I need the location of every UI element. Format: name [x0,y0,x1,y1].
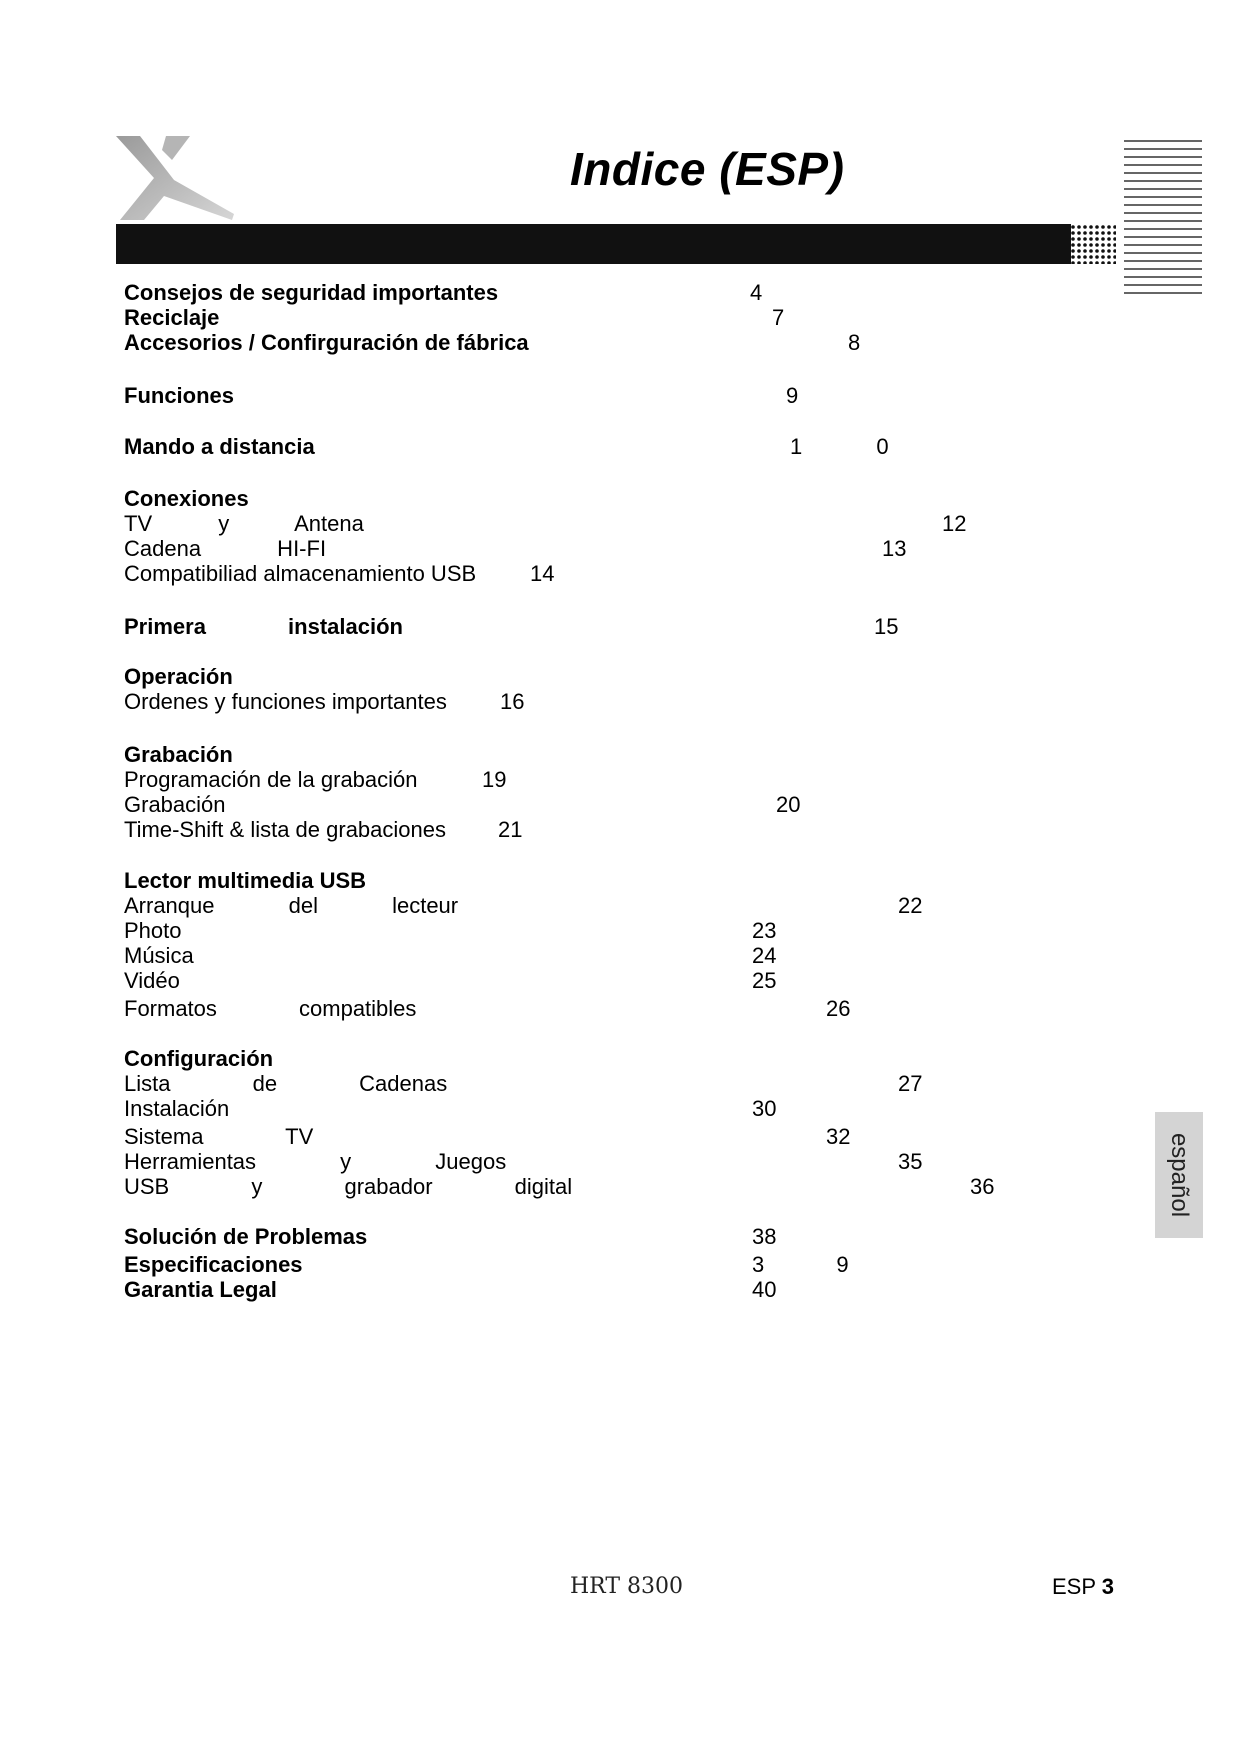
toc-page: 23 [752,918,777,943]
toc-entry: Música [124,943,194,968]
toc-page: 4 [750,280,763,305]
toc-page: 1 0 [790,434,889,459]
toc-page: 19 [482,767,507,792]
toc-entry: Garantia Legal [124,1277,277,1302]
toc-entry: Time-Shift & lista de grabaciones [124,817,446,842]
toc-entry: Reciclaje [124,305,220,330]
toc-page: 36 [970,1174,995,1199]
toc-section-heading: Configuración [124,1046,274,1071]
toc-page: 7 [772,305,785,330]
toc-page: 22 [898,893,923,918]
toc-entry: Solución de Problemas [124,1224,368,1249]
toc-page: 8 [848,330,861,355]
toc-page: 3 9 [752,1252,849,1277]
toc-page: 21 [498,817,523,842]
toc-page: 15 [874,614,899,639]
toc-section-heading: Grabación [124,742,233,767]
language-side-tab [1155,1112,1203,1238]
toc-entry: USB y grabador digital [124,1174,573,1199]
toc-entry: Grabación [124,792,226,817]
toc-page: 24 [752,943,777,968]
toc-entry: Primera instalación [124,614,403,639]
toc-entry: Mando a distancia [124,434,315,459]
toc-page: 27 [898,1071,923,1096]
toc-entry: Funciones [124,383,235,408]
toc-entry: Consejos de seguridad importantes [124,280,499,305]
header-bar [116,224,1116,264]
toc-page: 40 [752,1277,777,1302]
toc-entry: Arranque del lecteur [124,893,459,918]
toc-page: 30 [752,1096,777,1121]
brand-x-logo [114,134,234,220]
toc-entry: Programación de la grabación [124,767,418,792]
toc-section-heading: Operación [124,664,233,689]
toc-entry: Herramientas y Juegos [124,1149,507,1174]
toc-entry: Accesorios / Confirguración de fábrica [124,330,529,355]
toc-entry: Sistema TV [124,1124,314,1149]
toc-entry: Compatibiliad almacenamiento USB [124,561,477,586]
footer-page-label: ESP [1052,1574,1096,1599]
footer-page-number [1052,1574,1114,1600]
toc-page: 20 [776,792,801,817]
toc-entry: Lista de Cadenas [124,1071,448,1096]
toc-section-heading: Conexiones [124,486,249,511]
toc-page: 38 [752,1224,777,1249]
toc-page: 26 [826,996,851,1021]
toc-page: 14 [530,561,555,586]
footer-model-name: HRT 8300 [570,1574,684,1599]
toc-page: 16 [500,689,525,714]
toc-page: 32 [826,1124,851,1149]
toc-page: 9 [786,383,799,408]
page-title: Indice (ESP) [570,143,845,195]
footer-page-value: 3 [1101,1574,1114,1599]
toc-entry: Especificaciones [124,1252,303,1277]
toc-entry: Cadena HI-FI [124,536,327,561]
toc-entry: Photo [124,918,182,943]
toc-entry: Formatos compatibles [124,996,417,1021]
toc-entry: Ordenes y funciones importantes [124,689,447,714]
toc-page: 25 [752,968,777,993]
toc-page: 35 [898,1149,923,1174]
toc-page: 13 [882,536,907,561]
decorative-stripes [1124,140,1202,298]
toc-entry: Instalación [124,1096,230,1121]
toc-page: 12 [942,511,967,536]
toc-entry: TV y Antena [124,511,364,536]
toc-section-heading: Lector multimedia USB [124,868,367,893]
language-label: español [1166,1132,1193,1218]
toc-entry: Vidéo [124,968,180,993]
